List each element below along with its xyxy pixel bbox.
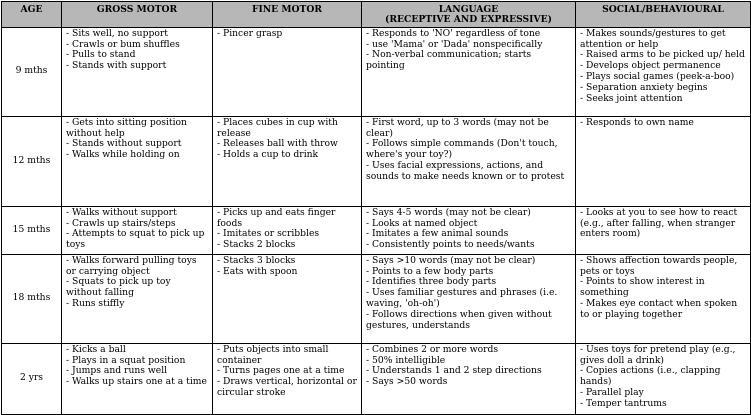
list-item: - Follows directions when given without gestures, understands <box>366 309 552 331</box>
header-social: SOCIAL/BEHAVIOURAL <box>576 2 751 28</box>
list-item: - Releases ball with throw <box>217 138 338 150</box>
language-cell <box>362 116 576 206</box>
table-row <box>2 206 751 254</box>
list-item: - Consistently points to needs/wants <box>366 239 535 251</box>
gross-motor-cell <box>62 343 213 414</box>
list-item: - Identifies three body parts <box>366 276 497 288</box>
list-item: - Responds to own name <box>580 116 694 128</box>
list-item: - Sits well, no support <box>66 27 168 39</box>
list-item: - Puts objects into small container <box>217 343 329 366</box>
list-item: - Holds a cup to drink <box>217 149 319 161</box>
list-item: - Seeks joint attention <box>580 92 683 104</box>
milestone-list <box>366 345 571 388</box>
list-item: - Kicks a ball <box>66 343 126 355</box>
list-item: - Non-verbal communication; starts pointing <box>366 49 532 72</box>
milestones-table <box>1 1 751 415</box>
milestone-list <box>580 256 746 321</box>
list-item: - Separation anxiety begins <box>580 82 708 94</box>
list-item: - Stacks 3 blocks <box>217 254 296 266</box>
list-item: - Draws vertical, horizontal or circular stroke <box>217 376 357 399</box>
list-item: - Combines 2 or more words <box>366 343 499 355</box>
milestone-list <box>217 345 357 399</box>
list-item: - Turns pages one at a time <box>217 365 345 377</box>
milestone-list <box>66 345 208 388</box>
milestone-list <box>366 29 571 72</box>
gross-motor-cell <box>62 254 213 343</box>
list-item: - Uses toys for pretend play (e.g., gives doll a drink) <box>580 343 736 366</box>
list-item: - Walks forward pulling toys or carrying object <box>66 254 197 277</box>
fine-motor-cell <box>213 343 362 414</box>
list-item: - Places cubes in cup with release <box>217 116 338 139</box>
social-cell <box>576 27 751 116</box>
list-item: - Responds to 'NO' regardless of tone <box>366 27 541 39</box>
list-item: - Copies actions (i.e., clapping hands) <box>580 365 721 388</box>
list-item: - Stands without support <box>66 138 182 150</box>
list-item: - Stacks 2 blocks <box>217 239 296 251</box>
list-item: - Plays social games (peek-a-boo) <box>580 71 735 83</box>
fine-motor-cell <box>213 254 362 343</box>
list-item: - Raised arms to be picked up/ held <box>580 49 745 61</box>
fine-motor-cell <box>213 27 362 116</box>
milestone-list <box>366 256 571 332</box>
list-item: - Says 4-5 words (may not be clear) <box>366 206 531 218</box>
list-item: - Develops object permanence <box>580 60 721 72</box>
milestone-list <box>217 29 357 40</box>
header-gross-motor: GROSS MOTOR <box>62 2 213 28</box>
header-language <box>362 2 576 28</box>
age-cell: 9 mths <box>2 27 62 116</box>
list-item: - Pincer grasp <box>217 27 283 39</box>
milestone-list <box>580 29 746 105</box>
age-cell: 2 yrs <box>2 343 62 414</box>
gross-motor-cell <box>62 206 213 254</box>
list-item: - Shows affection towards people, pets or toys <box>580 254 738 277</box>
list-item: - Uses facial expressions, actions, and sounds to make needs known or to protest <box>366 160 565 183</box>
age-cell: 12 mths <box>2 116 62 206</box>
list-item: - Makes eye contact when spoken to or playing together <box>580 298 738 321</box>
milestone-list <box>366 118 571 183</box>
list-item: - Temper tantrums <box>580 398 667 410</box>
list-item: - 50% intelligible <box>366 354 446 366</box>
language-cell <box>362 254 576 343</box>
gross-motor-cell <box>62 27 213 116</box>
social-cell <box>576 343 751 414</box>
age-cell: 15 mths <box>2 206 62 254</box>
social-cell <box>576 254 751 343</box>
milestone-list <box>66 29 208 72</box>
list-item: - Runs stiffly <box>66 298 125 310</box>
list-item: - Walks without support <box>66 206 177 218</box>
header-fine-motor: FINE MOTOR <box>213 2 362 28</box>
list-item: - Walks while holding on <box>66 149 180 161</box>
list-item: - Jumps and runs well <box>66 365 168 377</box>
list-item: - Imitates a few animal sounds <box>366 228 509 240</box>
list-item: - Says >10 words (may not be clear) <box>366 254 536 266</box>
list-item: - Follows simple commands (Don't touch, where's your toy?) <box>366 138 558 161</box>
header-language-subtitle: (RECEPTIVE AND EXPRESSIVE) <box>385 13 552 25</box>
language-cell <box>362 27 576 116</box>
list-item: - Squats to pick up toy without falling <box>66 276 171 299</box>
list-item: - Picks up and eats finger foods <box>217 206 336 229</box>
header-row <box>2 2 751 28</box>
list-item: - Pulls to stand <box>66 49 136 61</box>
list-item: - Makes sounds/gestures to get attention or help <box>580 27 726 50</box>
language-cell <box>362 206 576 254</box>
milestone-list <box>217 118 357 161</box>
list-item: - Imitates or scribbles <box>217 228 320 240</box>
milestone-list <box>580 118 746 129</box>
list-item: - Gets into sitting position without help <box>66 116 187 139</box>
list-item: - use 'Mama' or 'Dada' nonspecifically <box>366 38 543 50</box>
list-item: - Looks at named object <box>366 217 478 229</box>
list-item: - Stands with support <box>66 60 167 72</box>
list-item: - Points to show interest in something <box>580 276 705 299</box>
social-cell <box>576 206 751 254</box>
table-row <box>2 254 751 343</box>
social-cell <box>576 116 751 206</box>
milestone-list <box>217 208 357 251</box>
list-item: - Says >50 words <box>366 376 448 388</box>
age-cell: 18 mths <box>2 254 62 343</box>
table-row <box>2 343 751 414</box>
list-item: - Eats with spoon <box>217 265 298 277</box>
header-age: AGE <box>2 2 62 28</box>
list-item: - Parallel play <box>580 387 644 399</box>
gross-motor-cell <box>62 116 213 206</box>
milestone-list <box>217 256 357 278</box>
list-item: - Looks at you to see how to react (e.g., after falling, when stranger enters room) <box>580 206 738 240</box>
fine-motor-cell <box>213 116 362 206</box>
table-row <box>2 27 751 116</box>
list-item: - Plays in a squat position <box>66 354 186 366</box>
milestone-list <box>580 345 746 410</box>
language-cell <box>362 343 576 414</box>
list-item: - Crawls or bum shuffles <box>66 38 180 50</box>
list-item: - Understands 1 and 2 step directions <box>366 365 542 377</box>
list-item: - Points to a few body parts <box>366 265 494 277</box>
list-item: - Walks up stairs one at a time <box>66 376 207 388</box>
list-item: - First word, up to 3 words (may not be clear) <box>366 116 549 139</box>
milestone-list <box>580 208 746 241</box>
milestone-list <box>66 256 208 310</box>
table-row <box>2 116 751 206</box>
milestone-list <box>66 208 208 251</box>
header-language-title: LANGUAGE <box>438 4 499 15</box>
list-item: - Uses familiar gestures and phrases (i.e. waving, 'oh-oh') <box>366 287 558 310</box>
list-item: - Attempts to squat to pick up toys <box>66 228 205 251</box>
milestone-list <box>66 118 208 161</box>
milestone-list <box>366 208 571 251</box>
fine-motor-cell <box>213 206 362 254</box>
list-item: - Crawls up stairs/steps <box>66 217 176 229</box>
